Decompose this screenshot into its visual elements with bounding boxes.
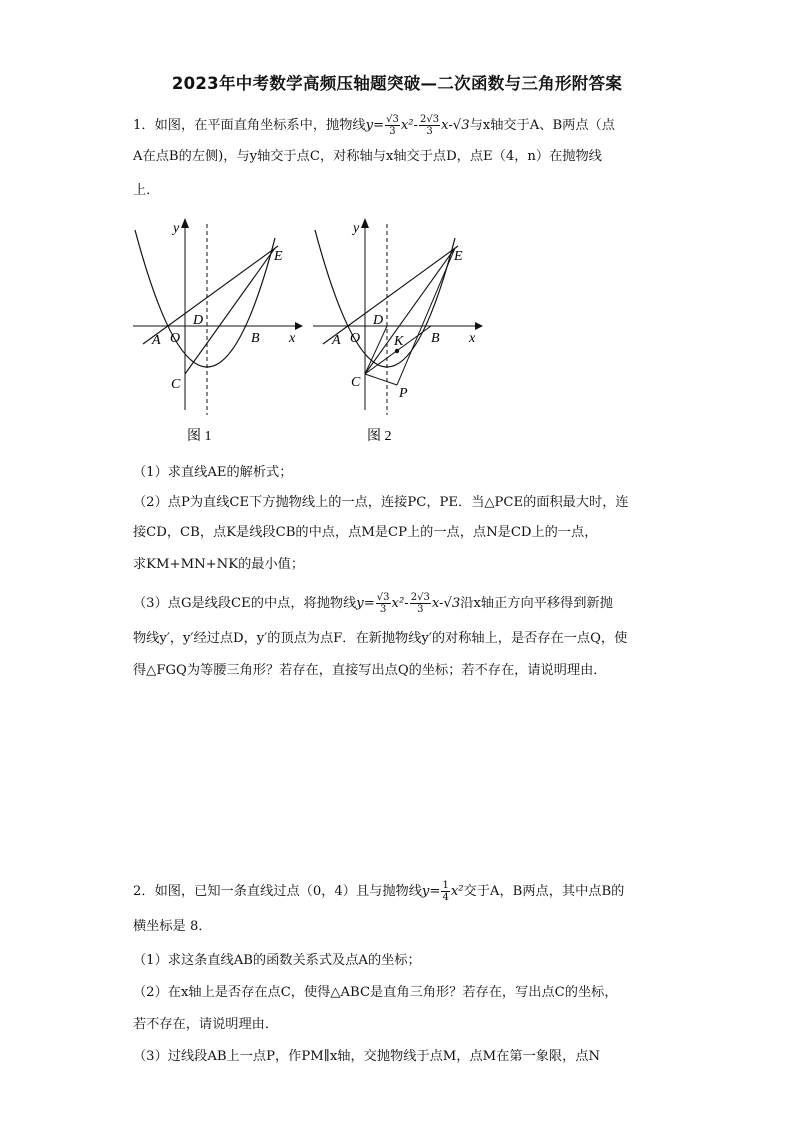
q1-part3-frac1-num: √3 (376, 592, 390, 603)
fig1-label-B: B (251, 331, 260, 346)
q1-line1-pre: 1．如图，在平面直角坐标系中，抛物线 (133, 118, 366, 133)
q2-frac (441, 880, 449, 903)
q2-line2: 横坐标是 8． (133, 919, 212, 934)
q1-part3-frac1 (376, 592, 391, 615)
q2-line1 (133, 880, 624, 903)
q1-part3-pre: （3）点G是线段CE的中点，将抛物线 (133, 596, 357, 611)
fig2-label-y: y (353, 221, 360, 236)
fig2-label-A: A (332, 333, 341, 348)
q2-line1-post: 交于A，B两点，其中点B的 (463, 884, 625, 899)
fig1-label-O: O (170, 331, 181, 346)
fig2-label-O: O (350, 331, 361, 346)
fig1-label-C: C (171, 377, 181, 392)
q2-y: y (421, 884, 430, 899)
fig2-label-K: K (394, 334, 404, 349)
fig2-label-B: B (431, 331, 440, 346)
q1-frac1-num: √3 (386, 114, 399, 125)
q1-frac1 (385, 114, 400, 137)
q2-part2-line2: 若不存在，请说明理由． (133, 1017, 279, 1032)
q1-line3: 上． (133, 183, 160, 198)
fig1-caption: 图 1 (187, 429, 212, 444)
fig2-label-C: C (351, 375, 361, 390)
figure-1 (125, 210, 310, 455)
q1-part3-post: 沿x轴正方向平移得到新抛 (460, 596, 613, 611)
q1-part2-line3: 求KM+MN+NK的最小值； (133, 557, 305, 572)
q1-frac2-num: 2√3 (420, 114, 440, 125)
fig2-label-x: x (469, 331, 476, 346)
q1-line2: A在点B的左侧)，与y轴交于点C，对称轴与x轴交于点D，点E（4，n）在抛物线 (133, 149, 602, 164)
q1-part3-x2: x²- (391, 596, 409, 611)
fig2-label-P: P (399, 386, 408, 401)
fig2-label-E: E (454, 249, 463, 264)
q1-part1: （1）求直线AE的解析式； (133, 465, 293, 480)
q1-part3-line3: 得△FGQ为等腰三角形？若存在，直接写出点Q的坐标；若不存在，请说明理由． (133, 663, 607, 678)
figure-2 (305, 210, 490, 455)
page-title: 2023年中考数学高频压轴题突破—二次函数与三角形附答案 (171, 74, 623, 93)
q2-eq: = (429, 884, 441, 899)
q1-part3-frac2-num: 2√3 (410, 592, 430, 603)
q1-part3-frac1-den: 3 (379, 604, 387, 615)
q2-x2: x² (450, 884, 464, 899)
q2-frac-den: 4 (442, 892, 449, 903)
q1-eq: = (373, 118, 385, 133)
q1-part3-xm: x-√3 (431, 596, 461, 611)
q1-part2-line1: （2）点P为直线CE下方抛物线上的一点，连接PC，PE．当△PCE的面积最大时，连 (133, 495, 629, 510)
fig1-label-A: A (152, 333, 161, 348)
q1-part3-line1 (133, 592, 613, 615)
q1-y: y (365, 118, 374, 133)
q1-part3-y: y (356, 596, 364, 611)
fig1-label-E: E (274, 249, 283, 264)
q1-frac1-den: 3 (389, 126, 396, 137)
q2-part3-line1: （3）过线段AB上一点P，作PM∥x轴，交抛物线于点M，点M在第一象限，点N (133, 1049, 600, 1064)
q1-x2: x²- (400, 118, 419, 133)
q2-part2-line1: （2）在x轴上是否存在点C，使得△ABC是直角三角形？若存在，写出点C的坐标， (133, 985, 618, 1000)
q1-line1 (133, 114, 615, 137)
q1-line1-post: 与x轴交于A、B两点（点 (469, 118, 615, 133)
fig2-label-D: D (373, 313, 384, 328)
q1-frac2 (419, 114, 440, 137)
q1-part3-line2: 物线y′，y′经过点D，y′的顶点为点F．在新抛物线y′的对称轴上，是否存在一点Q，使 (133, 631, 628, 646)
fig1-label-x: x (289, 331, 296, 346)
q2-frac-num: 1 (442, 880, 449, 891)
q1-part3-frac2 (410, 592, 431, 615)
q1-part3-frac2-den: 3 (417, 604, 424, 615)
q1-xm: x-√3 (441, 118, 470, 133)
fig1-label-y: y (173, 221, 180, 236)
fig1-label-D: D (193, 313, 204, 328)
q2-part1: （1）求这条直线AB的函数关系式及点A的坐标； (133, 953, 421, 968)
q1-part3-eq: = (363, 596, 375, 611)
q1-frac2-den: 3 (426, 126, 433, 137)
fig2-caption: 图 2 (367, 429, 392, 444)
q2-line1-pre: 2．如图，已知一条直线过点（0，4）且与抛物线 (133, 884, 422, 899)
q1-part2-line2: 接CD，CB，点K是线段CB的中点，点M是CP上的一点，点N是CD上的一点， (133, 525, 598, 540)
